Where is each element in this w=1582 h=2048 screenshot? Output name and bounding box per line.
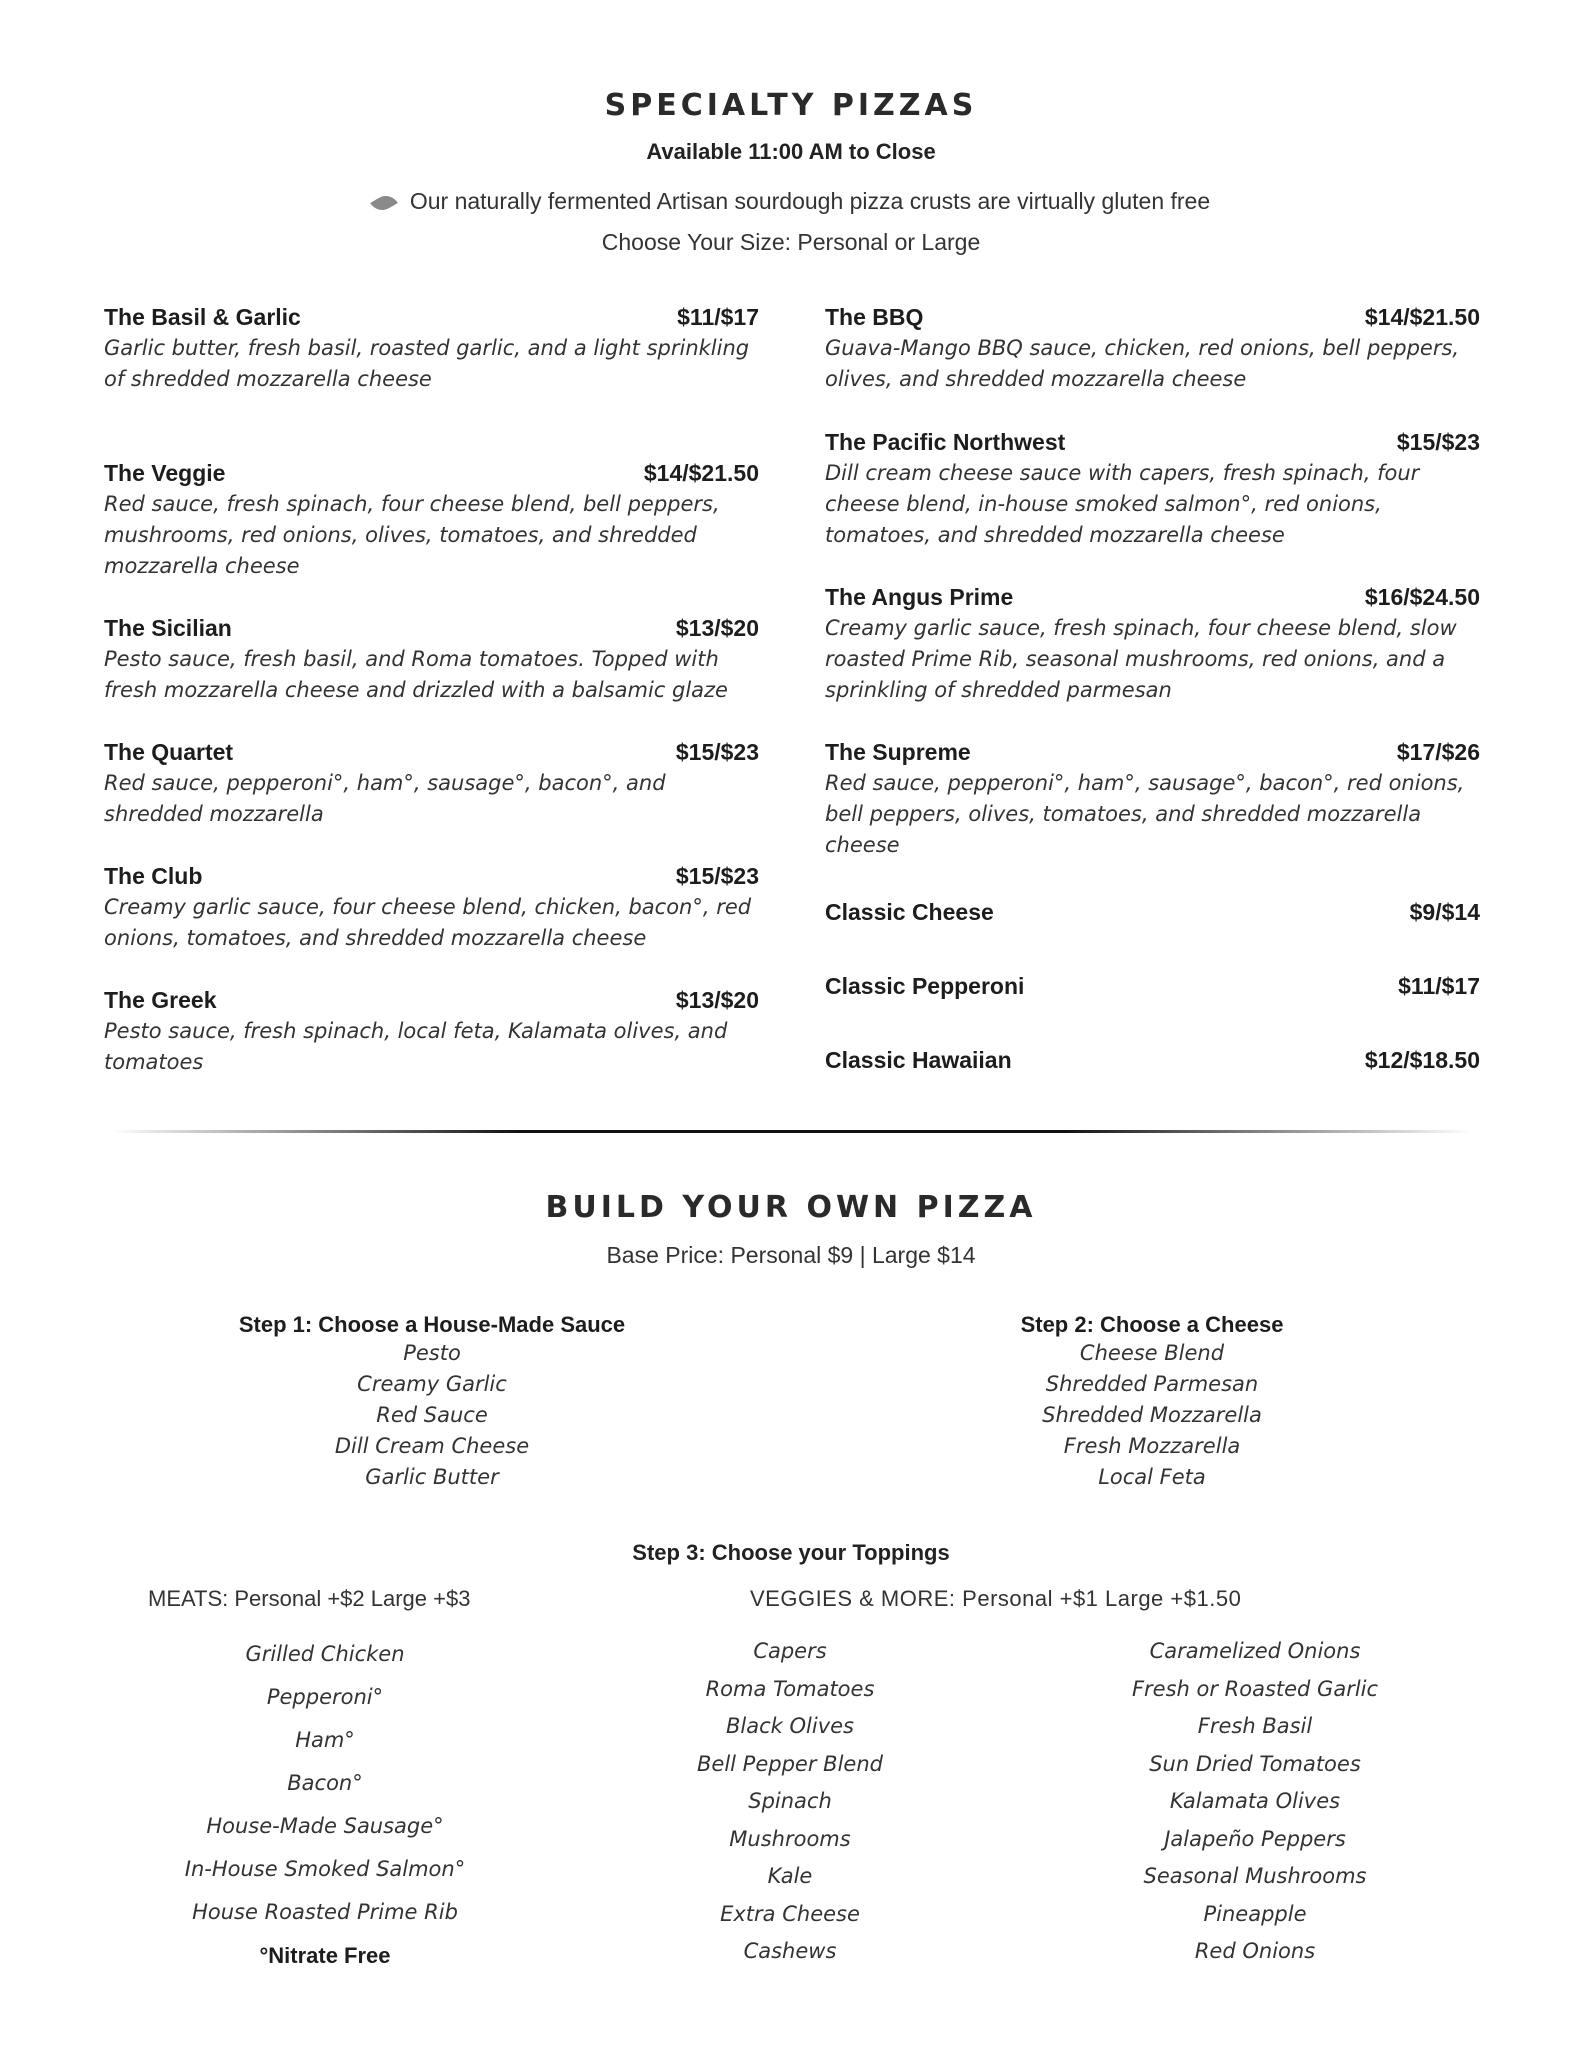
menu-item [825, 429, 1480, 551]
sauce-option: Red Sauce [376, 1403, 488, 1427]
item-description: Pesto sauce, fresh basil, and Roma tomatoes. Topped with fresh mozzarella cheese and drizzled with a balsamic glaze [104, 647, 728, 702]
sauce-option: Dill Cream Cheese [334, 1434, 530, 1458]
cheese-option: Local Feta [1098, 1465, 1206, 1489]
size-note: Choose Your Size: Personal or Large [601, 229, 981, 255]
section-divider [110, 1130, 1472, 1133]
item-price: $16/$24.50 [1364, 584, 1480, 610]
sauce-option: Garlic Butter [365, 1465, 499, 1489]
meat-option: House-Made Sausage° [206, 1814, 444, 1838]
item-name: The Pacific Northwest [825, 429, 1066, 455]
item-name: The Greek [104, 987, 217, 1013]
menu-item [825, 739, 1480, 861]
item-name: The Veggie [104, 460, 226, 486]
step1-title: Step 1: Choose a House-Made Sauce [238, 1312, 626, 1337]
menu-item [104, 863, 759, 954]
veggie-option: Roma Tomatoes [705, 1676, 875, 1701]
item-name: Classic Cheese [825, 899, 994, 925]
item-description: Garlic butter, fresh basil, roasted garlic, and a light sprinkling of shredded mozzarella cheese [104, 336, 750, 391]
veggie-option: Spinach [748, 1789, 832, 1813]
item-name: The Angus Prime [825, 584, 1014, 610]
meats-label: MEATS: Personal +$2 Large +$3 [148, 1586, 471, 1611]
veggie-option: Fresh or Roasted Garlic [1131, 1676, 1379, 1701]
item-description: Red sauce, pepperoni°, ham°, sausage°, bacon°, red onions, bell peppers, olives, tomatoes, and shredded mozzarella cheese [825, 771, 1465, 857]
item-description: Guava-Mango BBQ sauce, chicken, red onions, bell peppers, olives, and shredded mozzarella cheese [825, 336, 1460, 391]
item-price: $13/$20 [675, 615, 759, 641]
meat-option: Grilled Chicken [245, 1642, 405, 1666]
veggie-option: Kalamata Olives [1169, 1789, 1341, 1813]
item-name: The Quartet [104, 739, 234, 765]
item-name: The Basil & Garlic [104, 304, 301, 330]
item-name: The Club [104, 863, 203, 889]
veggie-option: Red Onions [1194, 1939, 1316, 1963]
item-name: Classic Pepperoni [825, 973, 1025, 999]
veggie-option: Bell Pepper Blend [697, 1751, 883, 1776]
meat-option: Ham° [295, 1728, 355, 1752]
item-description: Creamy garlic sauce, four cheese blend, chicken, bacon°, red onions, tomatoes, and shredded mozzarella cheese [104, 895, 752, 950]
item-name: Classic Hawaiian [825, 1047, 1012, 1073]
item-price: $15/$23 [1396, 429, 1480, 455]
menu-item [825, 1047, 1480, 1074]
item-name: The Sicilian [104, 615, 232, 641]
veggie-option: Jalapeño Peppers [1164, 1826, 1346, 1851]
meat-option: Bacon° [287, 1771, 363, 1795]
veggie-option: Capers [753, 1639, 827, 1663]
veggie-option: Mushrooms [729, 1826, 851, 1851]
step1 [172, 1312, 692, 1493]
cheese-option: Shredded Parmesan [1045, 1372, 1259, 1396]
veggie-option: Pineapple [1203, 1901, 1307, 1926]
veggie-option: Caramelized Onions [1149, 1639, 1361, 1663]
item-price: $12/$18.50 [1364, 1047, 1480, 1073]
meat-option: House Roasted Prime Rib [192, 1900, 458, 1924]
item-price: $11/$17 [677, 304, 759, 330]
menu-item [825, 304, 1480, 395]
item-price: $17/$26 [1396, 739, 1480, 765]
item-name: The BBQ [825, 304, 924, 330]
menu-item [825, 973, 1480, 1000]
item-price: $15/$23 [675, 863, 759, 889]
cheese-option: Shredded Mozzarella [1042, 1403, 1262, 1427]
veggie-option: Fresh Basil [1197, 1714, 1313, 1738]
item-description: Creamy garlic sauce, fresh spinach, four cheese blend, slow roasted Prime Rib, seasonal mushrooms, red onions, and a sprinkling of shredded parmesan [825, 616, 1457, 702]
veggies-column-1 [610, 1633, 970, 1971]
item-price: $14/$21.50 [1364, 304, 1480, 330]
specialty-title: SPECIALTY PIZZAS [604, 88, 978, 123]
menu-item [104, 739, 759, 830]
availability: Available 11:00 AM to Close [646, 139, 936, 164]
item-price: $11/$17 [1398, 973, 1480, 999]
step2-title: Step 2: Choose a Cheese [1020, 1312, 1284, 1337]
gluten-note [0, 188, 1582, 215]
veggies-label: VEGGIES & MORE: Personal +$1 Large +$1.50 [750, 1586, 1242, 1611]
menu-item [104, 304, 759, 395]
step2 [892, 1312, 1412, 1493]
menu-item [104, 460, 759, 582]
menu-item [104, 615, 759, 706]
item-description: Dill cream cheese sauce with capers, fresh spinach, four cheese blend, in-house smoked salmon°, red onions, tomatoes, and shredded mozzarella cheese [825, 461, 1420, 547]
veggie-option: Kale [767, 1864, 813, 1888]
item-price: $9/$14 [1409, 899, 1480, 925]
nitrate-note: °Nitrate Free [259, 1943, 391, 1968]
menu-item [104, 987, 759, 1078]
base-price: Base Price: Personal $9 | Large $14 [606, 1242, 976, 1268]
item-description: Red sauce, pepperoni°, ham°, sausage°, bacon°, and shredded mozzarella [104, 771, 666, 826]
cheese-option: Cheese Blend [1079, 1341, 1225, 1365]
menu-item [825, 584, 1480, 706]
item-description: Pesto sauce, fresh spinach, local feta, Kalamata olives, and tomatoes [104, 1019, 728, 1074]
cheese-option: Fresh Mozzarella [1063, 1434, 1241, 1458]
item-price: $15/$23 [675, 739, 759, 765]
item-price: $14/$21.50 [643, 460, 759, 486]
item-price: $13/$20 [675, 987, 759, 1013]
veggie-option: Extra Cheese [720, 1901, 860, 1926]
veggie-option: Black Olives [726, 1714, 854, 1738]
build-title: BUILD YOUR OWN PIZZA [545, 1190, 1037, 1225]
meat-option: In-House Smoked Salmon° [184, 1857, 466, 1881]
gluten-note-text: Our naturally fermented Artisan sourdough pizza crusts are virtually gluten free [409, 188, 1211, 214]
veggie-option: Seasonal Mushrooms [1143, 1864, 1367, 1888]
step3-title: Step 3: Choose your Toppings [632, 1540, 950, 1565]
leaf-icon [370, 191, 398, 215]
veggies-column-2 [1065, 1633, 1445, 1971]
menu-item [825, 899, 1480, 926]
veggie-option: Cashews [743, 1939, 837, 1963]
sauce-option: Pesto [403, 1341, 461, 1365]
item-name: The Supreme [825, 739, 971, 765]
sauce-option: Creamy Garlic [357, 1372, 507, 1396]
veggie-option: Sun Dried Tomatoes [1149, 1751, 1361, 1776]
meats-column [145, 1633, 505, 1977]
meat-option: Pepperoni° [266, 1685, 384, 1709]
item-description: Red sauce, fresh spinach, four cheese blend, bell peppers, mushrooms, red onions, olives, tomatoes, and shredded mozzarella cheese [104, 492, 720, 578]
